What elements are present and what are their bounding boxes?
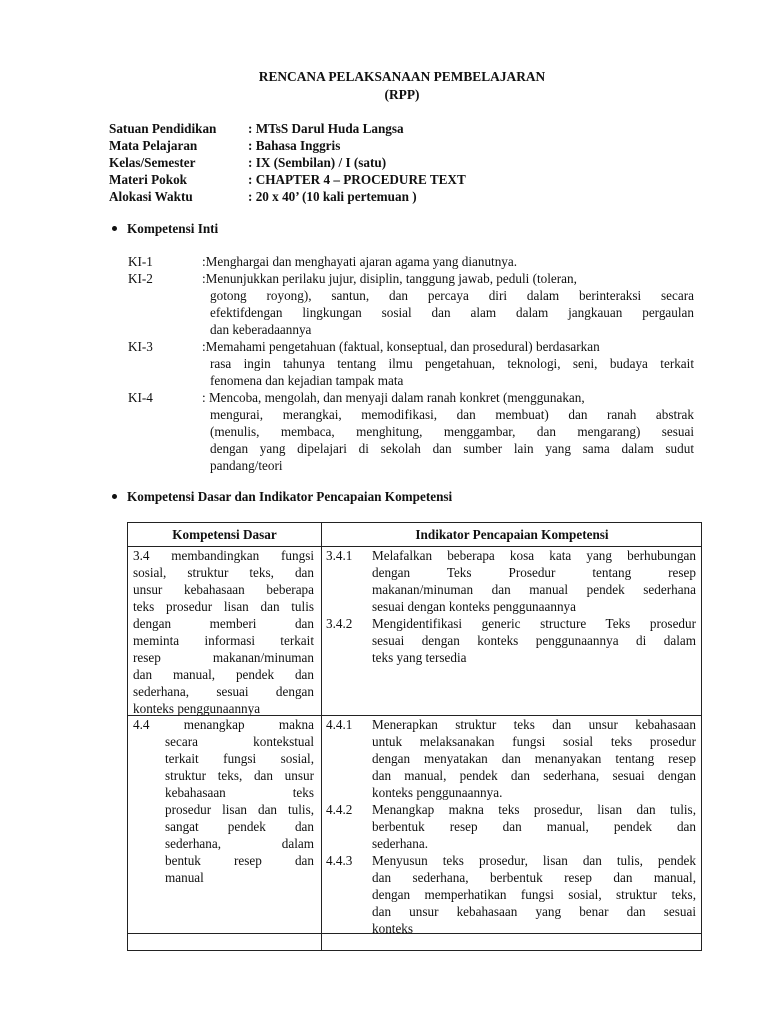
ki-item <box>128 338 694 389</box>
info-label: Materi Pokok <box>109 172 188 187</box>
indicator-line: dan manual, pendek dan sederhana, sesuai dengan <box>372 768 696 783</box>
ki-continuation <box>202 287 694 338</box>
kd-cell <box>133 716 314 886</box>
ki-line: :Menghargai dan menghayati ajaran agama yang dianutnya. <box>202 254 518 269</box>
ki-line: (menulis, membaca, menghitung, menggambar, dan mengarang) sesuai <box>210 424 694 439</box>
indicator-line: Melafalkan beberapa kosa kata yang berhubungan <box>372 548 696 563</box>
info-row <box>109 154 466 171</box>
ki-item <box>128 389 694 474</box>
info-row <box>109 120 466 137</box>
indicator-number: 4.4.1 <box>326 717 353 732</box>
info-row <box>109 137 466 154</box>
ki-text <box>202 338 694 389</box>
kd-line: teks prosedur lisan dan tulis <box>133 599 314 614</box>
indicator-cell <box>326 547 696 666</box>
info-value: : IX (Sembilan) / I (satu) <box>248 155 387 170</box>
ki-item <box>128 253 694 270</box>
kd-line: terkait fungsi sosial, <box>165 751 314 766</box>
indicator-line: Menyusun teks prosedur, lisan dan tulis, pendek <box>372 853 696 868</box>
info-label: Satuan Pendidikan <box>109 121 217 136</box>
indicator-text <box>372 615 696 666</box>
ki-line: :Memahami pengetahuan (faktual, konseptual, dan prosedural) berdasarkan <box>202 339 600 354</box>
ki-line: : Mencoba, mengolah, dan menyaji dalam ranah konkret (menggunakan, <box>202 390 585 405</box>
indicator-line: makanan/minuman dan manual pendek sederhana <box>372 582 696 597</box>
kd-cell <box>133 547 314 717</box>
ki-line: gotong royong), santun, dan percaya diri dalam berinteraksi secara <box>210 288 694 303</box>
indicator-text <box>372 852 696 937</box>
ki-code: KI-1 <box>128 254 153 269</box>
indicator-item <box>326 852 696 937</box>
ki-line: fenomena dan kejadian tampak mata <box>210 373 404 388</box>
info-value: : 20 x 40’ (10 kali pertemuan ) <box>248 189 417 204</box>
indicator-line: sesuai dengan konteks penggunaannya <box>372 599 576 614</box>
indicator-item <box>326 615 696 666</box>
info-value: : CHAPTER 4 – PROCEDURE TEXT <box>248 172 466 187</box>
indicator-line: untuk melaksanakan fungsi sosial teks prosedur <box>372 734 696 749</box>
ki-line: :Menunjukkan perilaku jujur, disiplin, tanggung jawab, peduli (toleran, <box>202 271 577 286</box>
section-heading-kompetensi-inti <box>112 220 218 237</box>
ki-line: pandang/teori <box>210 458 283 473</box>
kd-line: meminta informasi terkait <box>133 633 314 648</box>
indicator-line: dan sederhana, berbentuk resep dan manual, <box>372 870 696 885</box>
indicator-item <box>326 716 696 801</box>
table-header-kd: Kompetensi Dasar <box>172 527 277 542</box>
info-row <box>109 188 466 205</box>
indicator-line: dengan Teks Prosedur tentang resep <box>372 565 696 580</box>
indicator-number: 3.4.1 <box>326 548 353 563</box>
ki-continuation <box>202 355 694 389</box>
info-value: : MTsS Darul Huda Langsa <box>248 121 404 136</box>
info-row <box>109 171 466 188</box>
ki-line: dan keberadaannya <box>210 322 312 337</box>
ki-code: KI-2 <box>128 271 153 286</box>
table-header-indikator: Indikator Pencapaian Kompetensi <box>415 527 609 542</box>
kd-line: resep makanan/minuman <box>133 650 314 665</box>
indicator-line: sederhana. <box>372 836 429 851</box>
kd-line: kebahasaan teks <box>165 785 314 800</box>
indicator-line: dengan memperhatikan fungsi sosial, struktur teks, <box>372 887 696 902</box>
indicator-line: Mengidentifikasi generic structure Teks prosedur <box>372 616 696 631</box>
kd-line: sangat pendek dan <box>165 819 314 834</box>
indicator-item <box>326 801 696 852</box>
kd-line: sederhana, dalam <box>165 836 314 851</box>
kd-line: prosedur lisan dan tulis, <box>165 802 314 817</box>
document-subtitle: (RPP) <box>384 87 420 102</box>
indicator-line: berbentuk resep dan manual, pendek dan <box>372 819 696 834</box>
ki-line: dengan yang dipelajari di sekolah dan sumber lain yang sama dalam sudut <box>210 441 694 456</box>
ki-continuation <box>202 406 694 474</box>
kd-line: bentuk resep dan <box>165 853 314 868</box>
kd-line: 4.4 menangkap makna <box>133 717 314 732</box>
bullet-icon <box>112 226 117 231</box>
kd-line: konteks penggunaannya <box>133 701 261 716</box>
info-label: Mata Pelajaran <box>109 138 198 153</box>
info-label: Alokasi Waktu <box>109 189 193 204</box>
indicator-line: sesuai dengan konteks penggunaannya di dalam <box>372 633 696 648</box>
indicator-cell <box>326 716 696 937</box>
kd-line: struktur teks, dan unsur <box>165 768 314 783</box>
kd-line: 3.4 membandingkan fungsi <box>133 548 314 563</box>
kd-line: sosial, struktur teks, dan <box>133 565 314 580</box>
indicator-line: Menangkap makna teks prosedur, lisan dan tulis, <box>372 802 696 817</box>
info-label: Kelas/Semester <box>109 155 196 170</box>
section-heading-text: Kompetensi Dasar dan Indikator Pencapaian Kompetensi <box>127 489 453 504</box>
indicator-line: teks yang tersedia <box>372 650 467 665</box>
ki-text <box>202 389 694 474</box>
bullet-icon <box>112 494 117 499</box>
indicator-line: dan unsur kebahasaan yang benar dan sesuai <box>372 904 696 919</box>
indicator-line: konteks <box>372 921 414 936</box>
ki-line: mengurai, merangkai, memodifikasi, dan membuat) dan ranah abstrak <box>210 407 694 422</box>
indicator-number: 4.4.3 <box>326 853 353 868</box>
kd-line: dengan memberi dan <box>133 616 314 631</box>
section-heading-kompetensi-dasar <box>112 488 452 505</box>
indicator-number: 4.4.2 <box>326 802 353 817</box>
ki-code: KI-3 <box>128 339 153 354</box>
identity-block <box>109 120 466 205</box>
indicator-item <box>326 547 696 615</box>
ki-text <box>202 253 694 270</box>
kompetensi-table <box>127 522 702 951</box>
ki-text <box>202 270 694 338</box>
kd-line: dan manual, pendek dan <box>133 667 314 682</box>
indicator-number: 3.4.2 <box>326 616 353 631</box>
info-value: : Bahasa Inggris <box>248 138 341 153</box>
section-heading-text: Kompetensi Inti <box>127 221 219 236</box>
ki-line: efektifdengan lingkungan sosial dan alam dalam jangkauan pergaulan <box>210 305 694 320</box>
column-divider <box>321 523 322 950</box>
kd-line: unsur kebahasaan beberapa <box>133 582 314 597</box>
indicator-line: dengan menyatakan dan menanyakan tentang resep <box>372 751 696 766</box>
indicator-text <box>372 801 696 852</box>
ki-list <box>128 253 694 474</box>
ki-item <box>128 270 694 338</box>
kd-line: manual <box>165 870 204 885</box>
kd-line: sederhana, sesuai dengan <box>133 684 314 699</box>
indicator-line: Menerapkan struktur teks dan unsur kebahasaan <box>372 717 696 732</box>
ki-code: KI-4 <box>128 390 153 405</box>
ki-line: rasa ingin tahunya tentang ilmu pengetahuan, teknologi, seni, budaya terkait <box>210 356 694 371</box>
indicator-line: konteks penggunaannya. <box>372 785 503 800</box>
indicator-text <box>372 547 696 615</box>
document-title: RENCANA PELAKSANAAN PEMBELAJARAN <box>258 69 546 84</box>
indicator-text <box>372 716 696 801</box>
kd-line: secara kontekstual <box>165 734 314 749</box>
